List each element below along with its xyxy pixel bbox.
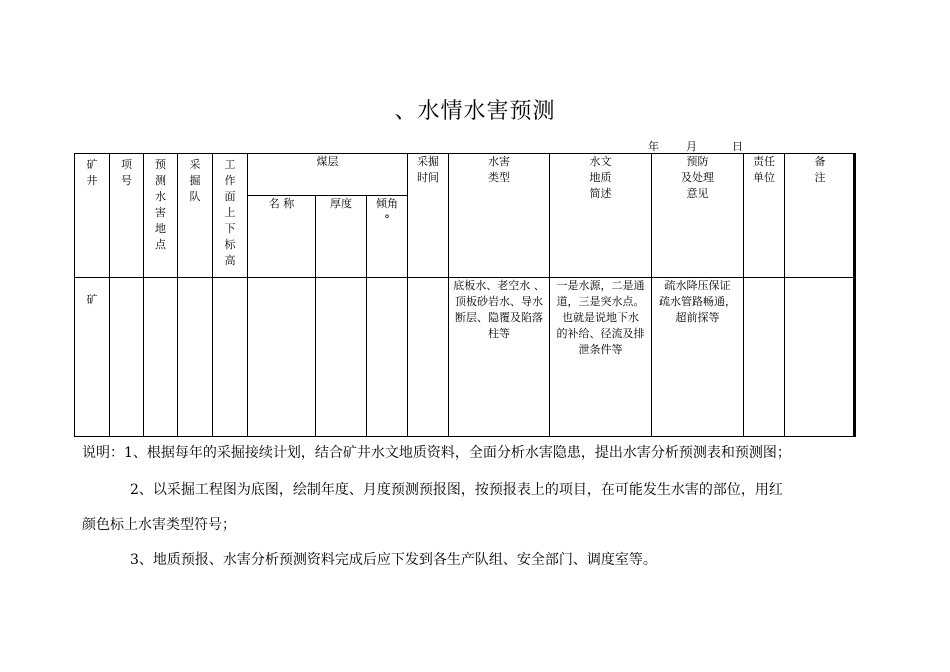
cell-item-no	[110, 278, 144, 437]
cell-mining-time	[408, 278, 449, 437]
note-1: 说明：1、根据每年的采掘接续计划，结合矿井水文地质资料，全面分析水害隐患，提出水害分析预测表和预测图；	[82, 445, 791, 461]
page-title: 、水情水害预测	[394, 99, 556, 124]
header-coal-seam: 煤层	[248, 154, 408, 196]
header-hazard-type: 水害 类型	[449, 154, 550, 278]
header-seam-name: 名 称	[248, 196, 316, 278]
header-elevation: 工作面上下标高	[213, 154, 248, 278]
date-day: 日	[732, 140, 743, 153]
cell-seam-dip	[367, 278, 408, 437]
table-right-border	[853, 154, 855, 437]
cell-location	[144, 278, 178, 437]
header-mine: 矿井	[75, 154, 110, 278]
header-hydrogeology: 水文 地质 简述	[550, 154, 652, 278]
cell-responsible	[744, 278, 785, 437]
cell-remarks	[785, 278, 856, 437]
date-year: 年	[648, 140, 659, 153]
header-item-no: 项号	[110, 154, 144, 278]
header-location: 预测水害地点	[144, 154, 178, 278]
header-seam-thickness: 厚度	[316, 196, 367, 278]
water-hazard-table	[74, 153, 856, 437]
note-2: 2、以采掘工程图为底图，绘制年度、月度预测预报图，按预报表上的项目，在可能发生水害的部位，用红	[130, 482, 783, 498]
header-mining-time: 采掘 时间	[408, 154, 449, 278]
cell-team	[178, 278, 213, 437]
header-responsible: 责任 单位	[744, 154, 785, 278]
cell-seam-thickness	[316, 278, 367, 437]
cell-prevention: 疏水降压保证 疏水管路畅通， 超前探等	[652, 278, 744, 437]
header-seam-dip: 倾角 °	[367, 196, 408, 278]
note-3: 3、地质预报、水害分析预测资料完成后应下发到各生产队组、安全部门、调度室等。	[130, 552, 657, 568]
note-2-cont: 颜色标上水害类型符号；	[82, 517, 236, 533]
header-remarks: 备 注	[785, 154, 856, 278]
header-prevention: 预防 及处理 意见	[652, 154, 744, 278]
cell-elevation	[213, 278, 248, 437]
date-month: 月	[686, 140, 697, 153]
header-team: 采掘队	[178, 154, 213, 278]
cell-seam-name	[248, 278, 316, 437]
cell-hazard-type: 底板水、老空水 、 顶板砂岩水、导水 断层、隐覆及陷落 柱等	[449, 278, 550, 437]
cell-mine: 矿	[75, 278, 110, 437]
cell-hydrogeology: 一是水源，二是通 道，三是突水点。 也就是说地下水 的补给、径流及排 泄条件等	[550, 278, 652, 437]
